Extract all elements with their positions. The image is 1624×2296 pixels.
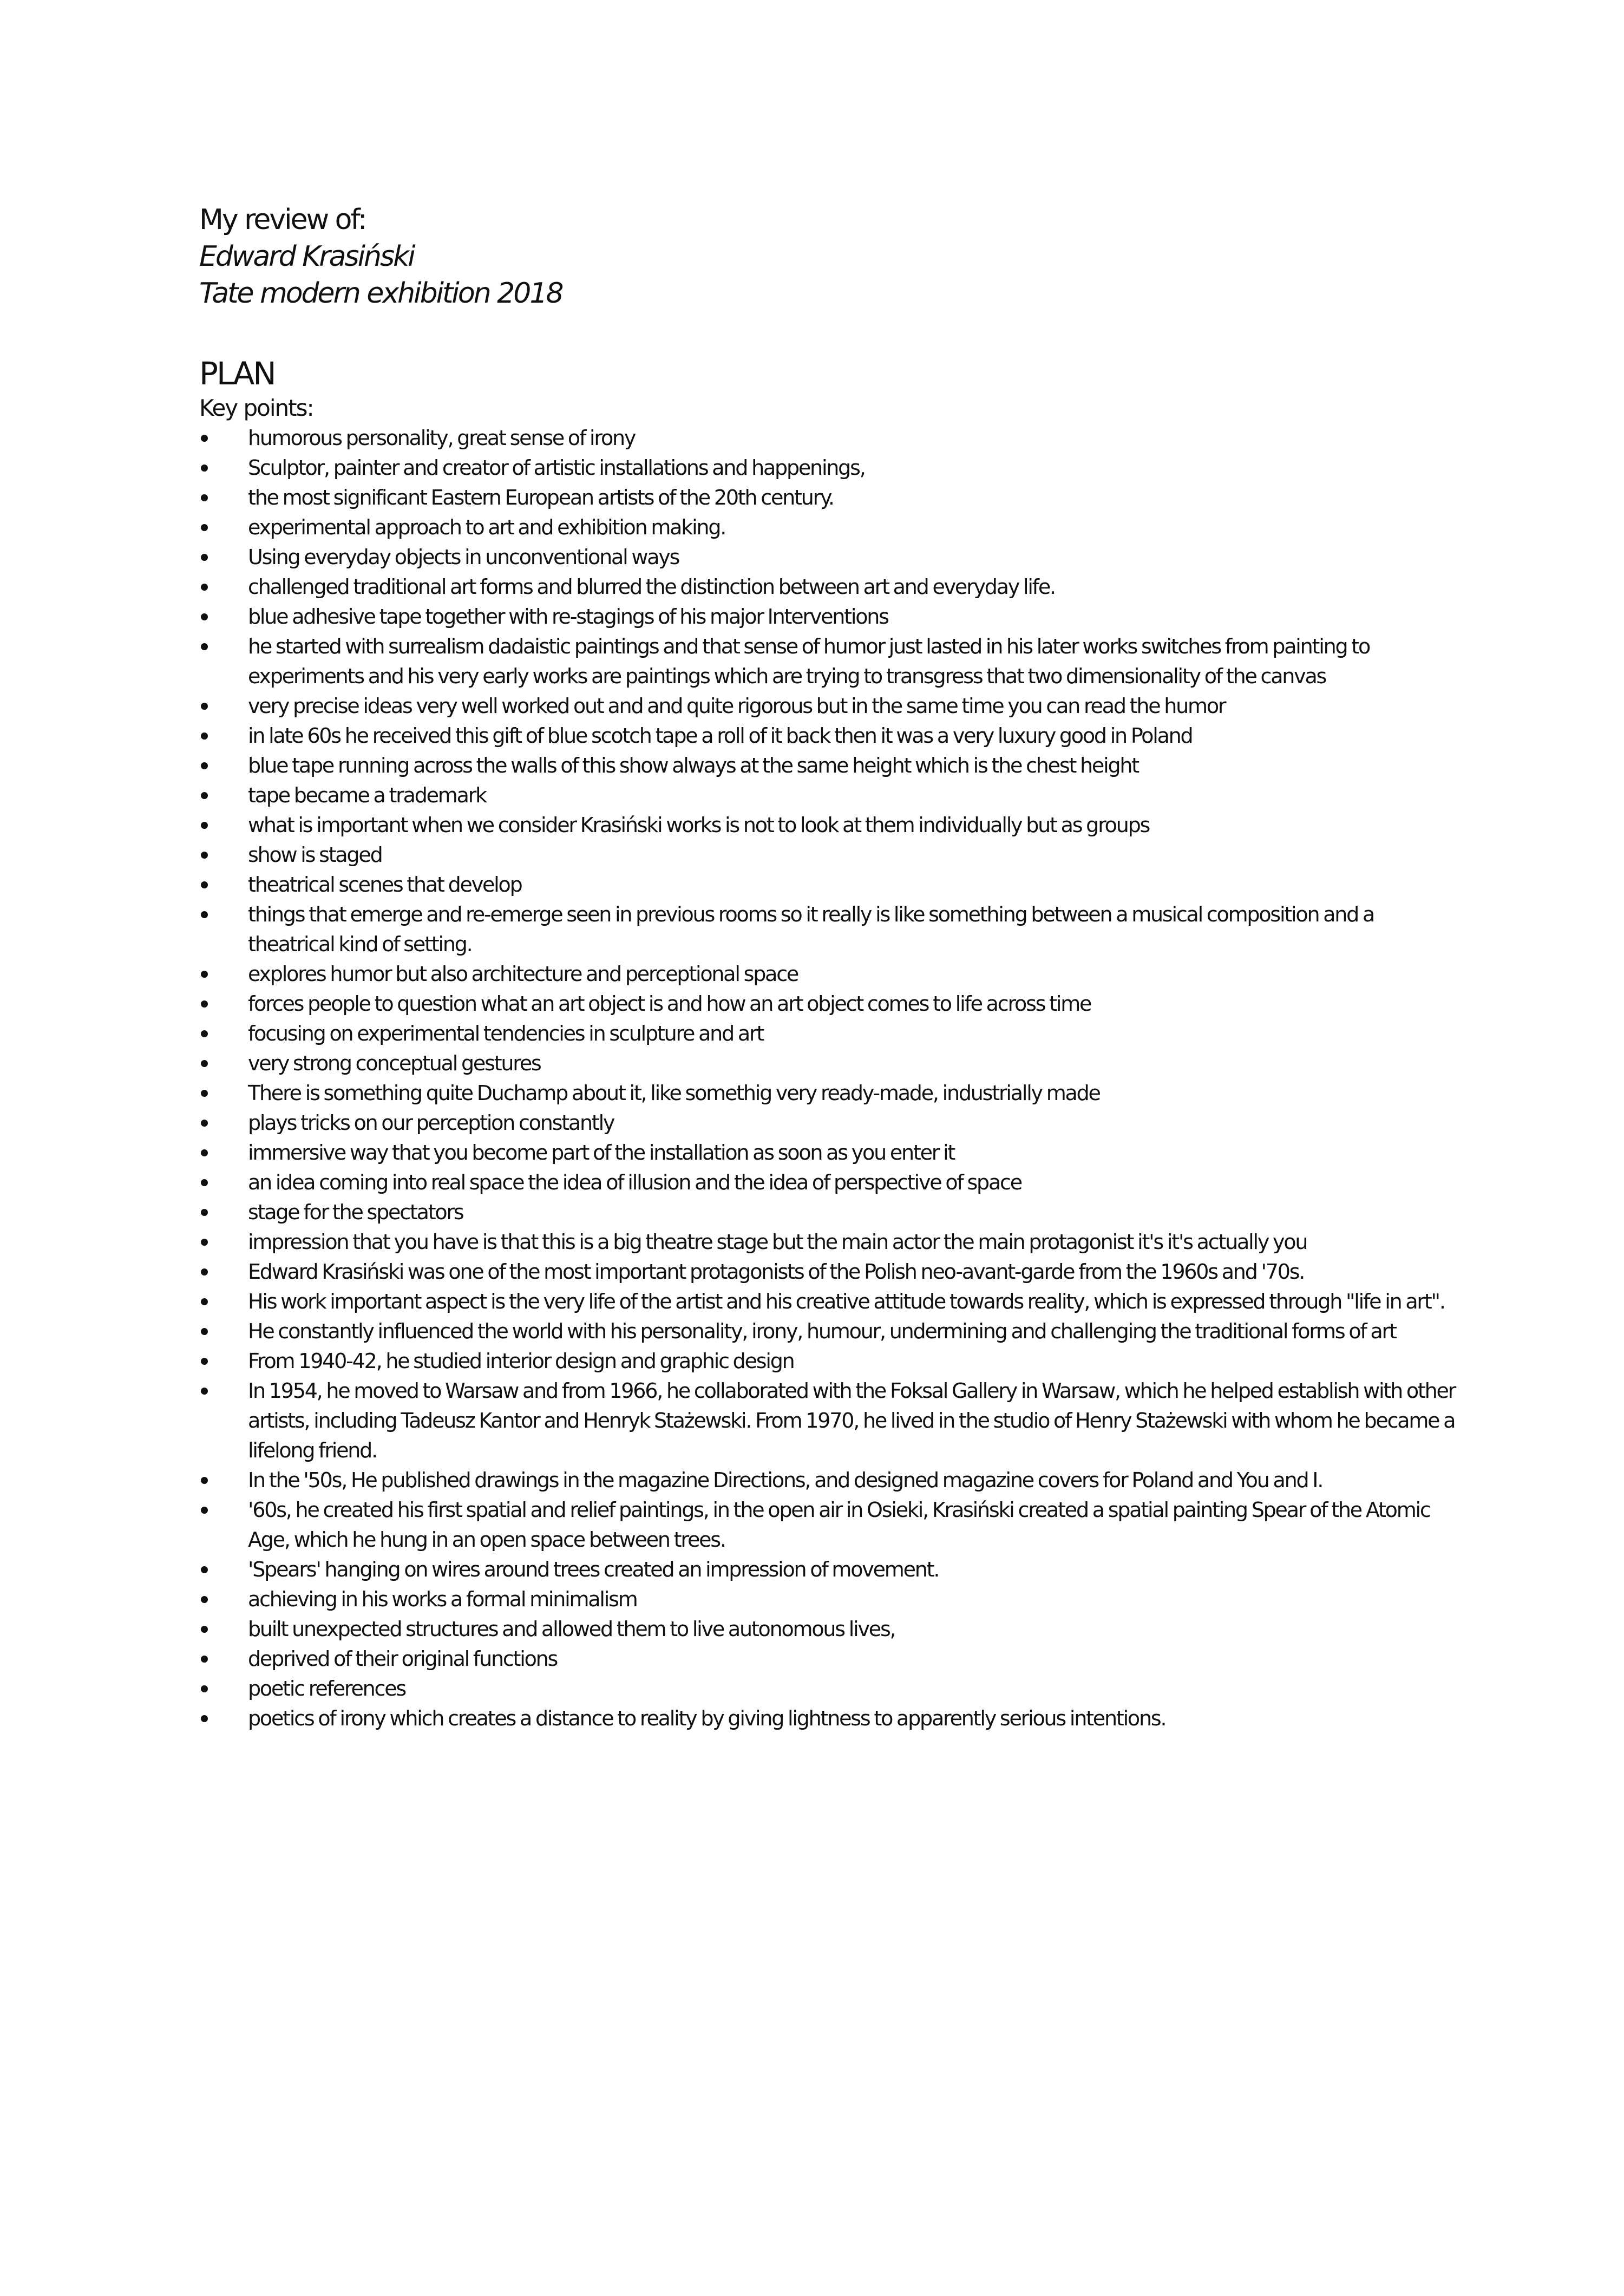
plan-title: PLAN — [199, 355, 275, 392]
list-item — [199, 781, 1461, 810]
list-item-text: show is staged — [248, 843, 382, 867]
exhibition-title: Tate modern exhibition 2018 — [199, 277, 562, 310]
list-item-text: experimental approach to art and exhibition making. — [248, 515, 726, 539]
list-item-text: theatrical scenes that develop — [248, 873, 522, 897]
list-item — [199, 1585, 1461, 1614]
key-points-list — [199, 423, 1461, 1734]
list-item — [199, 1078, 1461, 1108]
list-item — [199, 721, 1461, 751]
list-item-text: 'Spears' hanging on wires around trees created an impression of movement. — [248, 1558, 939, 1581]
bullet-icon — [201, 1685, 208, 1692]
list-item — [199, 453, 1461, 483]
list-item — [199, 513, 1461, 542]
list-item-text: From 1940-42, he studied interior design and graphic design — [248, 1349, 794, 1373]
list-item — [199, 1555, 1461, 1585]
list-item-text: impression that you have is that this is a big theatre stage but the main actor the main protagonist it's it's actually you — [248, 1230, 1307, 1254]
document-content — [199, 201, 1461, 1734]
list-item-text: There is something quite Duchamp about it, like somethig very ready-made, industrially made — [248, 1081, 1100, 1105]
bullet-icon — [201, 643, 208, 650]
list-item — [199, 1376, 1461, 1466]
bullet-icon — [201, 852, 208, 859]
bullet-icon — [201, 1268, 208, 1275]
list-item — [199, 900, 1461, 959]
bullet-icon — [201, 435, 208, 442]
bullet-icon — [201, 1656, 208, 1663]
list-item-text: he started with surrealism dadaistic paintings and that sense of humor just lasted in his later works switches from painting to experiments and his very early works are paintings which are trying to transgress that two dimensionality of the canvas — [248, 634, 1370, 688]
list-item-text: In the '50s, He published drawings in the magazine Directions, and designed magazine covers for Poland and You and I. — [248, 1468, 1323, 1492]
list-item — [199, 632, 1461, 691]
list-item-text: immersive way that you become part of the installation as soon as you enter it — [248, 1141, 955, 1165]
bullet-icon — [201, 1328, 208, 1335]
bullet-icon — [201, 792, 208, 799]
bullet-icon — [201, 1388, 208, 1395]
list-item-text: things that emerge and re-emerge seen in previous rooms so it really is like something between a musical composition and a theatrical kind of setting. — [248, 902, 1374, 956]
list-item-text: humorous personality, great sense of irony — [248, 426, 636, 450]
bullet-icon — [201, 1477, 208, 1484]
list-item — [199, 691, 1461, 721]
list-item-text: very strong conceptual gestures — [248, 1051, 541, 1075]
list-item — [199, 1466, 1461, 1495]
list-item-text: His work important aspect is the very life of the artist and his creative attitude towards reality, which is expressed through "life in art". — [248, 1290, 1445, 1313]
list-item-text: '60s, he created his first spatial and relief paintings, in the open air in Osieki, Krasiński created a spatial painting Spear of the Atomic Age, which he hung in an open space between trees. — [248, 1498, 1430, 1552]
list-item — [199, 1287, 1461, 1317]
list-item-text: very precise ideas very well worked out and and quite rigorous but in the same time you can read the humor — [248, 694, 1226, 718]
bullet-icon — [201, 1626, 208, 1633]
list-item — [199, 1495, 1461, 1555]
list-item — [199, 1108, 1461, 1138]
list-item — [199, 1674, 1461, 1704]
list-item-text: challenged traditional art forms and blurred the distinction between art and everyday life. — [248, 575, 1055, 599]
list-item-text: an idea coming into real space the idea of illusion and the idea of perspective of space — [248, 1170, 1021, 1194]
bullet-icon — [201, 822, 208, 829]
bullet-icon — [201, 1715, 208, 1722]
list-item — [199, 1346, 1461, 1376]
bullet-icon — [201, 1596, 208, 1603]
list-item — [199, 1168, 1461, 1198]
list-item-text: deprived of their original functions — [248, 1647, 558, 1671]
bullet-icon — [201, 1030, 208, 1037]
bullet-icon — [201, 554, 208, 561]
bullet-icon — [201, 494, 208, 501]
bullet-icon — [201, 1120, 208, 1127]
list-item-text: poetics of irony which creates a distance to reality by giving lightness to apparently serious intentions. — [248, 1706, 1166, 1730]
list-item — [199, 542, 1461, 572]
bullet-icon — [201, 524, 208, 531]
list-item-text: Edward Krasiński was one of the most important protagonists of the Polish neo-avant-garde from the 1960s and '70s. — [248, 1260, 1305, 1284]
bullet-icon — [201, 911, 208, 918]
list-item-text: poetic references — [248, 1677, 406, 1700]
bullet-icon — [201, 465, 208, 472]
list-item — [199, 1644, 1461, 1674]
list-item-text: plays tricks on our perception constantly — [248, 1111, 614, 1135]
list-item — [199, 572, 1461, 602]
list-item — [199, 959, 1461, 989]
bullet-icon — [201, 1000, 208, 1008]
bullet-icon — [201, 1209, 208, 1216]
bullet-icon — [201, 1239, 208, 1246]
list-item — [199, 1019, 1461, 1049]
bullet-icon — [201, 732, 208, 740]
bullet-icon — [201, 881, 208, 888]
list-item — [199, 1704, 1461, 1734]
list-item-text: He constantly influenced the world with his personality, irony, humour, undermining and challenging the traditional forms of art — [248, 1319, 1396, 1343]
list-item-text: Using everyday objects in unconventional ways — [248, 545, 679, 569]
list-item — [199, 423, 1461, 453]
list-item — [199, 1257, 1461, 1287]
list-item — [199, 602, 1461, 632]
list-item — [199, 810, 1461, 840]
list-item-text: in late 60s he received this gift of blue scotch tape a roll of it back then it was a very luxury good in Poland — [248, 724, 1193, 748]
bullet-icon — [201, 1298, 208, 1305]
bullet-icon — [201, 971, 208, 978]
list-item-text: blue adhesive tape together with re-stagings of his major Interventions — [248, 605, 888, 629]
list-item — [199, 1138, 1461, 1168]
review-heading: My review of: — [199, 204, 366, 236]
list-item-text: In 1954, he moved to Warsaw and from 1966, he collaborated with the Foksal Gallery in Warsaw, which he helped establish with other artists, including Tadeusz Kantor and Henryk Stażewski. From 1970, he lived in the studio of Henry Stażewski with whom he became a lifelong friend. — [248, 1379, 1456, 1462]
list-item — [199, 1614, 1461, 1644]
list-item — [199, 1049, 1461, 1078]
list-item — [199, 1317, 1461, 1346]
bullet-icon — [201, 1507, 208, 1514]
list-item-text: forces people to question what an art object is and how an art object comes to life across time — [248, 992, 1091, 1016]
bullet-icon — [201, 1149, 208, 1156]
list-item — [199, 1198, 1461, 1227]
bullet-icon — [201, 1090, 208, 1097]
list-item-text: achieving in his works a formal minimalism — [248, 1587, 637, 1611]
list-item-text: Sculptor, painter and creator of artistic installations and happenings, — [248, 456, 865, 480]
list-item — [199, 840, 1461, 870]
bullet-icon — [201, 1566, 208, 1573]
bullet-icon — [201, 584, 208, 591]
bullet-icon — [201, 762, 208, 769]
list-item — [199, 751, 1461, 781]
list-item — [199, 483, 1461, 513]
bullet-icon — [201, 1060, 208, 1067]
artist-name: Edward Krasiński — [199, 240, 414, 273]
list-item — [199, 989, 1461, 1019]
bullet-icon — [201, 703, 208, 710]
bullet-icon — [201, 1358, 208, 1365]
list-item-text: focusing on experimental tendencies in sculpture and art — [248, 1022, 764, 1045]
bullet-icon — [201, 1179, 208, 1186]
list-item-text: built unexpected structures and allowed them to live autonomous lives, — [248, 1617, 895, 1641]
list-item-text: what is important when we consider Krasiński works is not to look at them individually but as groups — [248, 813, 1150, 837]
list-item-text: blue tape running across the walls of this show always at the same height which is the chest height — [248, 754, 1138, 777]
list-item-text: the most significant Eastern European artists of the 20th century. — [248, 486, 834, 509]
list-item-text: explores humor but also architecture and perceptional space — [248, 962, 798, 986]
list-item — [199, 870, 1461, 900]
list-item-text: tape became a trademark — [248, 783, 486, 807]
list-item — [199, 1227, 1461, 1257]
key-points-label: Key points: — [199, 395, 313, 421]
bullet-icon — [201, 613, 208, 620]
list-item-text: stage for the spectators — [248, 1200, 463, 1224]
